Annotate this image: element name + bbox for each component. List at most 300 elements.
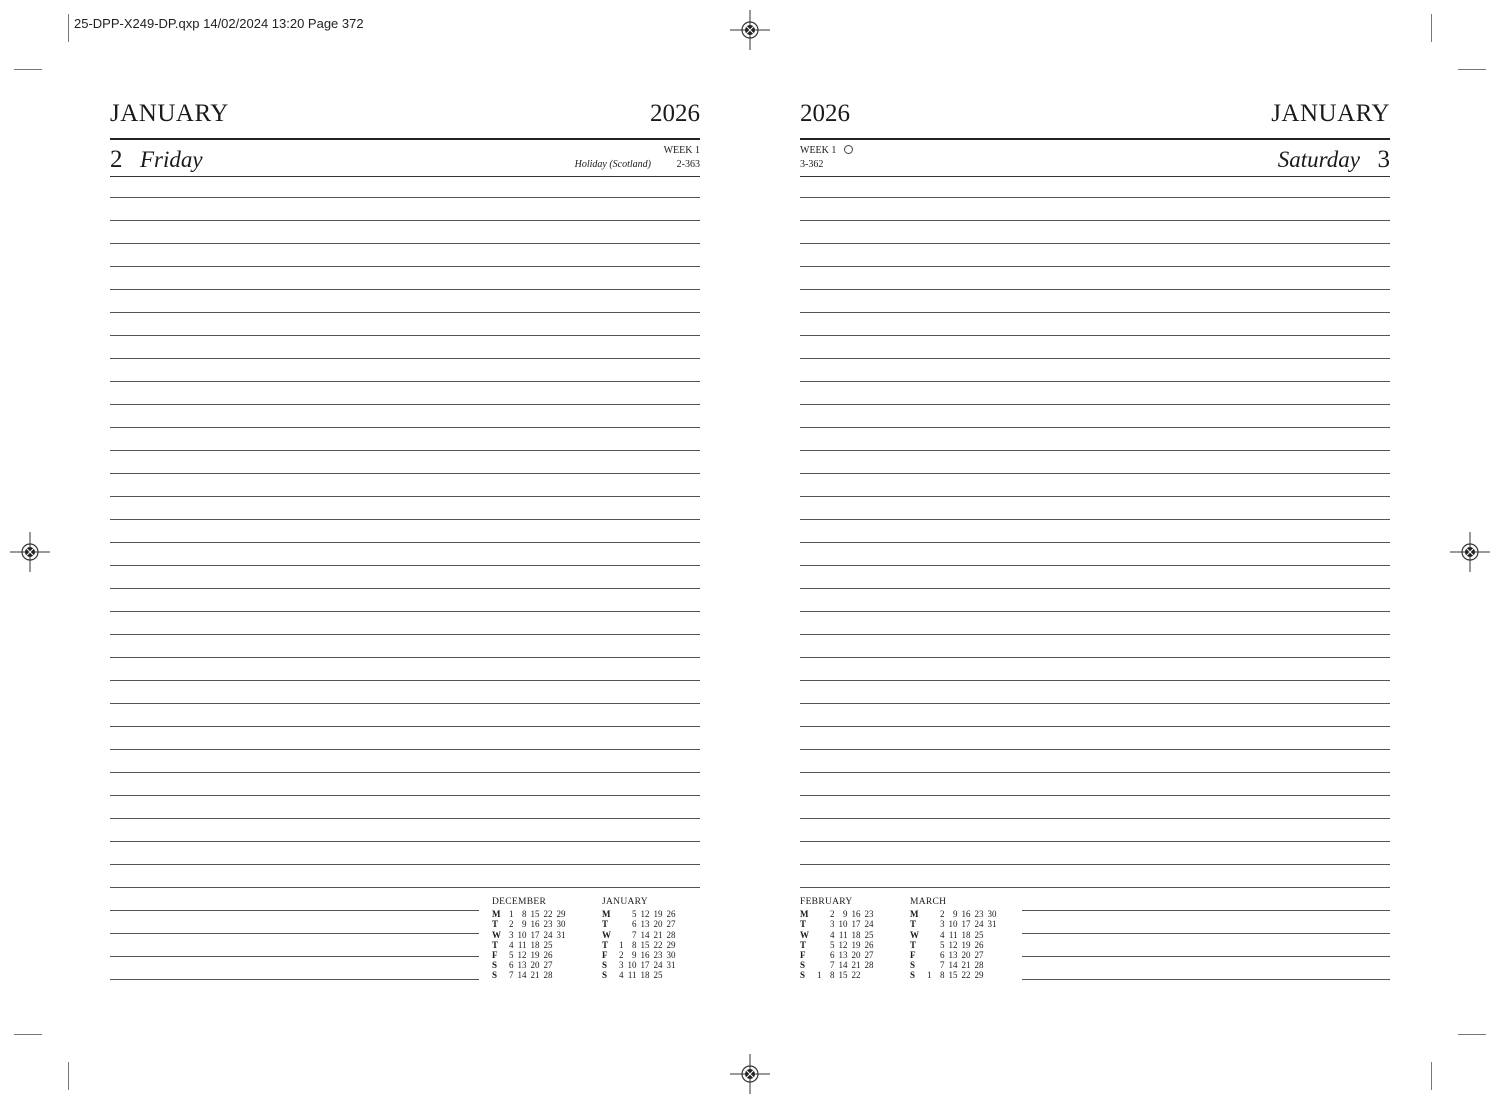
ruled-line [110, 726, 700, 727]
date-cell: 21 [961, 960, 971, 971]
date-cell: 27 [864, 950, 874, 961]
week-label: WEEK 1 [663, 145, 700, 156]
date-cell [553, 950, 566, 960]
right-page [800, 100, 1390, 177]
date-cell: 5 [632, 909, 637, 920]
ruled-line [110, 841, 700, 842]
ruled-line [800, 450, 1390, 451]
date-cell: 20 [961, 950, 971, 961]
ruled-line [800, 519, 1390, 520]
weekday-letter: F [910, 950, 916, 961]
ruled-line [800, 634, 1390, 635]
mini-calendar-row [800, 940, 874, 950]
date-cell: 15 [948, 970, 958, 981]
date-cell: 8 [940, 970, 945, 981]
weekday-letter: S [602, 970, 608, 981]
weekday-letter: S [800, 960, 806, 971]
moon-phase-icon [844, 145, 853, 154]
date-cell: 4 [830, 929, 835, 940]
date-cell [861, 970, 874, 980]
date-cell: 3 [830, 919, 835, 930]
ruled-line [800, 818, 1390, 819]
date-cell: 18 [640, 970, 650, 981]
ruled-line [110, 450, 700, 451]
mini-calendar-row [800, 950, 874, 960]
date-cell: 23 [543, 919, 553, 930]
date-cell: 19 [530, 950, 540, 961]
date-cell: 28 [864, 960, 874, 971]
date-cell: 16 [530, 919, 540, 930]
date-cell [984, 970, 997, 980]
mini-calendar-grid [492, 909, 566, 980]
date-cell [810, 940, 822, 950]
ruled-line [800, 243, 1390, 244]
date-cell [663, 970, 676, 980]
ruled-line [110, 956, 479, 957]
date-cell: 12 [517, 950, 527, 961]
ruled-line [110, 680, 700, 681]
date-cell: 6 [509, 960, 514, 971]
ruled-line [110, 657, 700, 658]
ruled-line [110, 473, 700, 474]
date-cell: 18 [961, 929, 971, 940]
day-header [800, 140, 1390, 177]
date-cell: 5 [940, 939, 945, 950]
mini-calendar-row [492, 919, 566, 929]
ruled-line [800, 864, 1390, 865]
date-cell: 22 [851, 970, 861, 981]
date-cell: 3 [509, 929, 514, 940]
date-cell: 11 [517, 939, 527, 950]
weekday-letter: T [800, 919, 807, 930]
date-cell: 4 [619, 970, 624, 981]
date-cell: 7 [830, 960, 835, 971]
date-cell: 1 [619, 939, 624, 950]
ruled-line [800, 381, 1390, 382]
ruled-line [110, 404, 700, 405]
date-cell: 11 [627, 970, 637, 981]
mini-calendar [602, 897, 676, 981]
date-cell [810, 930, 822, 940]
date-cell: 3 [940, 919, 945, 930]
ruled-line [800, 358, 1390, 359]
day-count: 3-362 [800, 159, 824, 170]
ruled-line [110, 312, 700, 313]
ruled-line [110, 243, 700, 244]
ruled-line [800, 703, 1390, 704]
ruled-line [1022, 979, 1390, 980]
weekday-letter: F [800, 950, 806, 961]
ruled-line [110, 910, 479, 911]
date-cell: 2 [940, 909, 945, 920]
date-cell: 25 [653, 970, 663, 981]
week-label [800, 145, 853, 157]
crop-mark [1431, 14, 1432, 42]
mini-calendar-row [800, 960, 874, 970]
day-count: 2-363 [676, 159, 700, 170]
ruled-line [1022, 933, 1390, 934]
mini-calendar-row [492, 909, 566, 919]
ruled-line [110, 933, 479, 934]
crop-mark [1431, 1062, 1432, 1090]
ruled-line [110, 427, 700, 428]
weekday-letter: S [800, 970, 806, 981]
date-cell: 29 [974, 970, 984, 981]
month-title: JANUARY [110, 100, 229, 127]
date-cell [612, 919, 624, 929]
date-cell: 26 [974, 939, 984, 950]
crop-mark [14, 1034, 42, 1035]
date-cell: 17 [851, 919, 861, 930]
date-cell: 2 [509, 919, 514, 930]
date-cell: 18 [851, 929, 861, 940]
date-cell [920, 950, 932, 960]
date-cell: 21 [851, 960, 861, 971]
weekday-letter: T [910, 919, 917, 930]
date-cell: 7 [940, 960, 945, 971]
ruled-line [110, 588, 700, 589]
ruled-line [110, 266, 700, 267]
date-cell: 9 [843, 909, 848, 920]
ruled-line [800, 312, 1390, 313]
registration-mark-icon [10, 532, 50, 572]
date-cell: 2 [619, 950, 624, 961]
mini-calendar-row [800, 919, 874, 929]
date-cell: 23 [864, 909, 874, 920]
date-cell: 14 [948, 960, 958, 971]
ruled-line [110, 634, 700, 635]
month-title: JANUARY [1271, 100, 1390, 127]
date-cell: 28 [666, 929, 676, 940]
date-cell: 15 [640, 939, 650, 950]
weekday-letter: M [910, 909, 919, 920]
ruled-line [800, 335, 1390, 336]
date-cell: 31 [556, 929, 566, 940]
day-number: 3 [1377, 146, 1390, 173]
date-cell: 18 [530, 939, 540, 950]
weekday-letter: T [492, 939, 499, 950]
date-cell: 25 [864, 929, 874, 940]
mini-calendar-row [602, 909, 676, 919]
date-cell [984, 950, 997, 960]
ruled-line [800, 266, 1390, 267]
date-cell [920, 919, 932, 929]
crop-mark [68, 1062, 69, 1090]
date-cell: 12 [948, 939, 958, 950]
date-cell: 15 [838, 970, 848, 981]
weekday-letter: T [492, 919, 499, 930]
date-cell: 29 [666, 939, 676, 950]
date-cell: 27 [543, 960, 553, 971]
date-cell: 30 [666, 950, 676, 961]
year-title: 2026 [650, 100, 700, 127]
ruled-line [1022, 910, 1390, 911]
page-header [110, 100, 700, 140]
ruled-line [800, 289, 1390, 290]
date-cell: 9 [953, 909, 958, 920]
date-cell: 4 [940, 929, 945, 940]
ruled-line [800, 772, 1390, 773]
ruled-line [110, 611, 700, 612]
date-cell: 6 [940, 950, 945, 961]
date-cell [810, 919, 822, 929]
date-cell [920, 930, 932, 940]
crop-mark [1458, 1034, 1486, 1035]
date-cell: 23 [974, 909, 984, 920]
day-number: 2 [110, 146, 123, 173]
date-cell: 19 [961, 939, 971, 950]
weekday-letter: T [910, 939, 917, 950]
weekday-letter: S [602, 960, 608, 971]
ruled-line [110, 335, 700, 336]
mini-calendar-row [602, 970, 676, 980]
date-cell: 5 [830, 939, 835, 950]
date-cell: 10 [627, 960, 637, 971]
mini-calendar-row [602, 940, 676, 950]
date-cell: 17 [530, 929, 540, 940]
date-cell: 24 [543, 929, 553, 940]
ruled-line [110, 519, 700, 520]
date-cell [984, 930, 997, 940]
date-cell: 14 [517, 970, 527, 981]
mini-calendar-month: DECEMBER [492, 897, 547, 907]
mini-calendar-row [492, 970, 566, 980]
ruled-line [110, 565, 700, 566]
date-cell: 25 [974, 929, 984, 940]
weekday-letter: M [602, 909, 611, 920]
ruled-line [110, 542, 700, 543]
weekday-letter: S [492, 960, 498, 971]
date-cell [920, 960, 932, 970]
date-cell: 10 [948, 919, 958, 930]
mini-calendar-month: JANUARY [602, 897, 648, 907]
ruled-line [110, 381, 700, 382]
ruled-line [800, 197, 1390, 198]
date-cell: 21 [530, 970, 540, 981]
weekday-letter: S [910, 970, 916, 981]
day-name: Saturday [1277, 147, 1360, 172]
ruled-line [800, 611, 1390, 612]
crop-mark [68, 14, 69, 42]
date-cell: 3 [619, 960, 624, 971]
date-cell [984, 960, 997, 970]
ruled-line [110, 795, 700, 796]
ruled-line [800, 588, 1390, 589]
mini-calendar [910, 897, 997, 981]
date-cell: 26 [864, 939, 874, 950]
date-cell: 11 [948, 929, 958, 940]
date-cell: 24 [864, 919, 874, 930]
date-cell: 6 [830, 950, 835, 961]
holiday-label: Holiday (Scotland) [574, 159, 651, 170]
crop-mark [14, 69, 42, 70]
ruled-line [800, 473, 1390, 474]
weekday-letter: W [910, 929, 919, 940]
date-cell: 22 [961, 970, 971, 981]
date-cell: 15 [530, 909, 540, 920]
date-cell: 19 [653, 909, 663, 920]
ruled-line [110, 220, 700, 221]
mini-calendar-row [800, 909, 874, 919]
mini-calendar-month: FEBRUARY [800, 897, 853, 907]
date-cell: 10 [838, 919, 848, 930]
date-cell: 23 [653, 950, 663, 961]
date-cell: 26 [666, 909, 676, 920]
date-cell: 16 [851, 909, 861, 920]
weekday-letter: S [910, 960, 916, 971]
registration-mark-icon [730, 1054, 770, 1094]
date-cell: 10 [517, 929, 527, 940]
mini-calendar-grid [910, 909, 997, 980]
print-slug: 25-DPP-X249-DP.qxp 14/02/2024 13:20 Page 372 [74, 16, 364, 31]
mini-calendar-row [800, 970, 874, 980]
date-cell: 11 [838, 929, 848, 940]
date-cell: 16 [961, 909, 971, 920]
ruled-line [110, 864, 700, 865]
date-cell: 27 [666, 919, 676, 930]
date-cell: 8 [632, 939, 637, 950]
ruled-line [1022, 956, 1390, 957]
date-cell: 20 [851, 950, 861, 961]
ruled-line [800, 657, 1390, 658]
date-cell: 26 [543, 950, 553, 961]
date-cell: 7 [509, 970, 514, 981]
date-cell: 30 [556, 919, 566, 930]
mini-calendar [492, 897, 566, 981]
ruled-line [110, 749, 700, 750]
date-cell: 13 [640, 919, 650, 930]
ruled-line [110, 496, 700, 497]
date-cell: 16 [640, 950, 650, 961]
ruled-line [800, 680, 1390, 681]
day-header [110, 140, 700, 177]
day-name: Friday [140, 147, 203, 172]
date-cell [553, 940, 566, 950]
ruled-line [800, 841, 1390, 842]
mini-calendar-row [910, 950, 997, 960]
date-cell: 14 [838, 960, 848, 971]
date-cell: 8 [830, 970, 835, 981]
ruled-line [800, 542, 1390, 543]
date-cell: 27 [974, 950, 984, 961]
mini-calendar-row [910, 919, 997, 929]
date-cell: 24 [653, 960, 663, 971]
weekday-letter: T [602, 919, 609, 930]
date-cell: 17 [961, 919, 971, 930]
date-cell: 17 [640, 960, 650, 971]
date-cell: 2 [830, 909, 835, 920]
date-cell: 4 [509, 939, 514, 950]
weekday-letter: W [492, 929, 501, 940]
ruled-line [110, 818, 700, 819]
mini-calendar-row [492, 940, 566, 950]
date-cell: 12 [838, 939, 848, 950]
mini-calendar-row [910, 909, 997, 919]
date-cell: 6 [632, 919, 637, 930]
ruled-line [800, 795, 1390, 796]
ruled-line [110, 887, 700, 888]
mini-calendar-row [492, 950, 566, 960]
date-cell [553, 970, 566, 980]
date-cell [984, 940, 997, 950]
mini-calendar-grid [602, 909, 676, 980]
mini-calendar-row [800, 930, 874, 940]
ruled-line [800, 496, 1390, 497]
page-header [800, 100, 1390, 140]
ruled-line [110, 289, 700, 290]
mini-calendar-row [910, 960, 997, 970]
registration-mark-icon [1450, 532, 1490, 572]
date-cell: 13 [517, 960, 527, 971]
date-cell: 5 [509, 950, 514, 961]
date-cell: 28 [974, 960, 984, 971]
ruled-line [110, 358, 700, 359]
date-cell: 1 [927, 970, 932, 981]
date-cell [810, 960, 822, 970]
mini-calendar-row [910, 940, 997, 950]
weekday-letter: S [492, 970, 498, 981]
ruled-line [110, 197, 700, 198]
ruled-line [800, 427, 1390, 428]
date-cell: 28 [543, 970, 553, 981]
weekday-letter: M [492, 909, 501, 920]
date-cell: 29 [556, 909, 566, 920]
weekday-letter: T [602, 939, 609, 950]
date-cell: 19 [851, 939, 861, 950]
date-cell: 1 [509, 909, 514, 920]
weekday-letter: W [800, 929, 809, 940]
date-cell: 9 [522, 919, 527, 930]
ruled-line [110, 703, 700, 704]
date-cell: 12 [640, 909, 650, 920]
weekday-letter: W [602, 929, 611, 940]
mini-calendar [800, 897, 874, 981]
ruled-line [800, 749, 1390, 750]
weekday-letter: M [800, 909, 809, 920]
date-cell [920, 940, 932, 950]
date-cell [920, 909, 932, 919]
date-cell [810, 909, 822, 919]
weekday-letter: F [492, 950, 498, 961]
date-cell: 30 [987, 909, 997, 920]
left-page [110, 100, 700, 177]
date-cell [612, 930, 624, 940]
date-cell: 20 [653, 919, 663, 930]
mini-calendar-row [492, 960, 566, 970]
date-cell: 31 [987, 919, 997, 930]
date-cell: 7 [632, 929, 637, 940]
mini-calendar-month: MARCH [910, 897, 947, 907]
date-cell [612, 909, 624, 919]
ruled-line [110, 979, 479, 980]
mini-calendar-row [910, 930, 997, 940]
date-cell: 13 [948, 950, 958, 961]
date-cell: 1 [817, 970, 822, 981]
registration-mark-icon [730, 10, 770, 50]
date-cell [810, 950, 822, 960]
ruled-line [800, 887, 1390, 888]
date-cell: 13 [838, 950, 848, 961]
date-cell: 8 [522, 909, 527, 920]
date-cell [553, 960, 566, 970]
mini-calendar-grid [800, 909, 874, 980]
date-cell: 31 [666, 960, 676, 971]
date-cell: 22 [543, 909, 553, 920]
date-cell: 24 [974, 919, 984, 930]
week-label-text: WEEK 1 [800, 145, 837, 156]
ruled-line [800, 565, 1390, 566]
mini-calendar-row [602, 950, 676, 960]
